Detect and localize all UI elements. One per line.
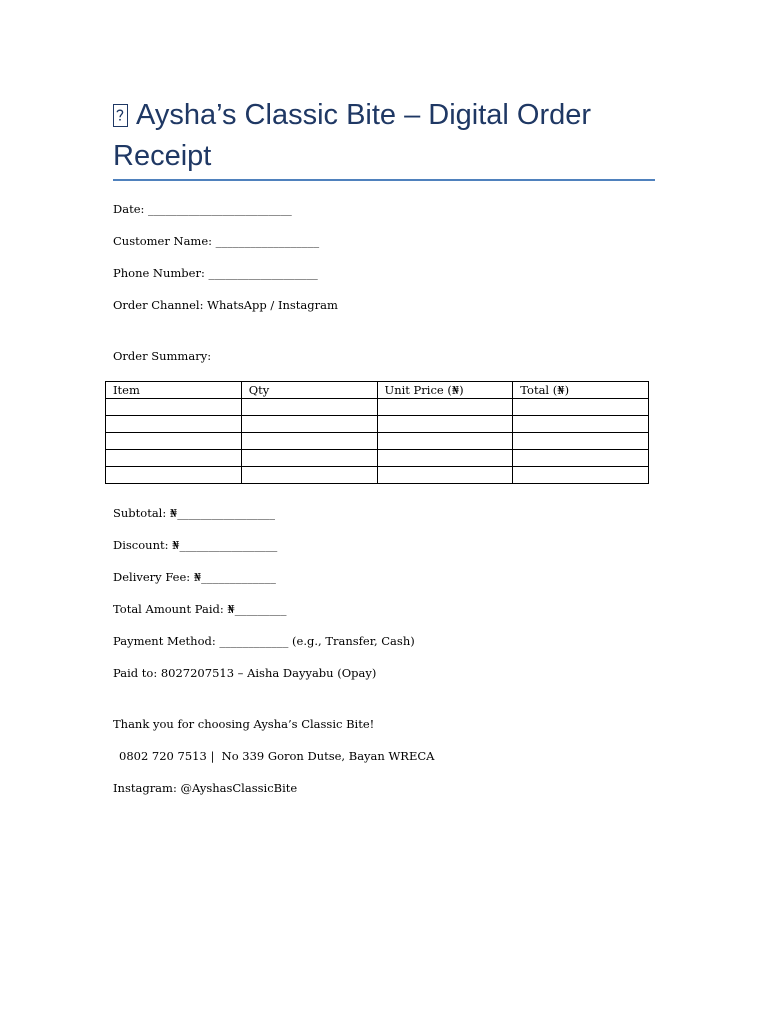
column-header-total: Total (₦) [513, 382, 649, 399]
order-summary-label: Order Summary: [113, 349, 212, 363]
table-row [106, 399, 649, 416]
column-header-qty: Qty [241, 382, 377, 399]
table-cell [513, 450, 649, 467]
order-channel-field: Order Channel: WhatsApp / Instagram [113, 298, 338, 312]
total-amount-paid-field: Total Amount Paid: ₦_________ [113, 602, 287, 616]
table-cell [377, 433, 513, 450]
date-field: Date: _________________________ [113, 202, 292, 216]
instagram-handle: Instagram: @AyshasClassicBite [113, 781, 298, 795]
table-cell [106, 416, 242, 433]
phone-number-field: Phone Number: ___________________ [113, 266, 318, 280]
table-cell [513, 467, 649, 484]
table-header-row [106, 382, 649, 399]
table-cell [513, 399, 649, 416]
table-cell [106, 467, 242, 484]
table-cell [377, 416, 513, 433]
table-cell [513, 433, 649, 450]
table-cell [106, 399, 242, 416]
table-cell [241, 416, 377, 433]
title-underline [113, 179, 655, 181]
customer-name-field: Customer Name: __________________ [113, 234, 320, 248]
order-summary-table [105, 381, 649, 484]
table-cell [241, 433, 377, 450]
table-cell [106, 433, 242, 450]
table-cell [377, 450, 513, 467]
table-row [106, 450, 649, 467]
document-title-text: Aysha’s Classic Bite – Digital Order Receipt [113, 99, 592, 172]
table-cell [241, 399, 377, 416]
table-cell [377, 399, 513, 416]
table-row [106, 467, 649, 484]
discount-field: Discount: ₦_________________ [113, 538, 278, 552]
table-cell [377, 467, 513, 484]
table-cell [241, 450, 377, 467]
table-cell [106, 450, 242, 467]
table-row [106, 433, 649, 450]
document-title [113, 95, 658, 177]
table-row [106, 416, 649, 433]
paid-to-line: Paid to: 8027207513 – Aisha Dayyabu (Opay) [113, 666, 377, 680]
table-cell [241, 467, 377, 484]
delivery-fee-field: Delivery Fee: ₦_____________ [113, 570, 276, 584]
column-header-item: Item [106, 382, 242, 399]
thank-you-message: Thank you for choosing Aysha’s Classic Bite! [113, 717, 375, 731]
payment-method-field: Payment Method: ____________ (e.g., Transfer, Cash) [113, 634, 415, 648]
missing-glyph-icon [113, 104, 128, 127]
subtotal-field: Subtotal: ₦_________________ [113, 506, 275, 520]
column-header-unit-price: Unit Price (₦) [377, 382, 513, 399]
contact-line: 0802 720 7513 | No 339 Goron Dutse, Bayan WRECA [119, 749, 435, 763]
table-cell [513, 416, 649, 433]
